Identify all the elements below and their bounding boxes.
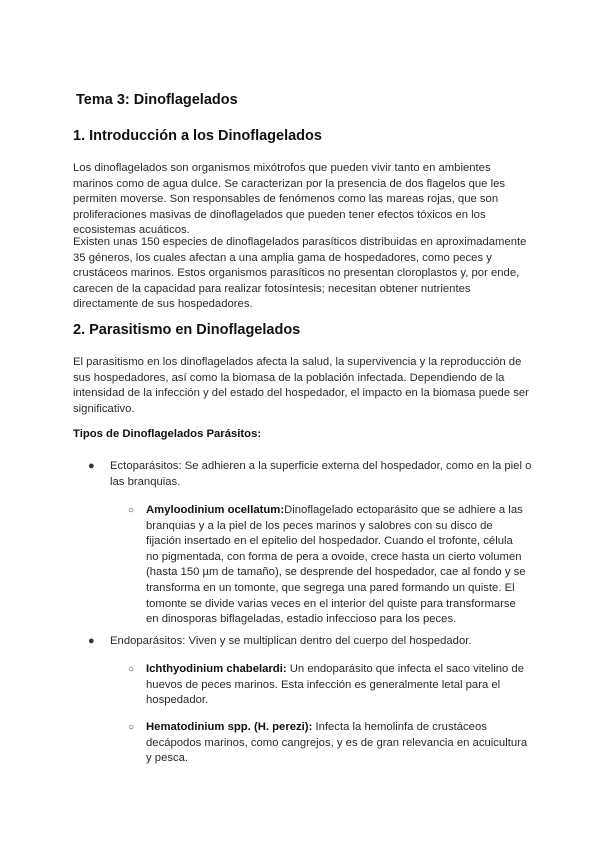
hollow-bullet-icon: ○ bbox=[128, 505, 135, 516]
section1-paragraph-1: Los dinoflagelados son organismos mixótrofos que pueden vivir tanto en ambientes marinos como de agua dulce. Se caracterizan por la presencia de dos flagelos que les permiten moverse. Son responsables de fenómenos como las mareas rojas, que son proliferaciones masivas de dinoflagelados que pueden tener efectos tóxicos en los ecosistemas acuáticos. bbox=[73, 162, 506, 237]
section2-heading: 2. Parasitismo en Dinoflagelados bbox=[73, 322, 301, 338]
hematodinium-description bbox=[146, 720, 528, 767]
species-name: Amyloodinium ocellatum: bbox=[146, 504, 285, 516]
species-text: Dinoflagelado ectoparásito que se adhiere a las branquias y a la piel de los peces marinos y salobres con su disco de fijación insertado en el epitelio del hospedador. Cuando el trofonte, célula no pigmentada, con forma de pera a ovoide, crece hasta un cierto volumen (hasta 150 µm de tamaño), se desprende del hospedador, cae al fondo y se transforma en un tomonte, que segrega una pared formando un quiste. El tomonte se divide varias veces en el interior del quiste para transformarse en dinosporas biflageladas, estadio infeccioso para los peces. bbox=[146, 504, 526, 626]
ectoparasitos-text: Ectoparásitos: Se adhieren a la superficie externa del hospedador, como en la piel o las branquias. bbox=[110, 460, 532, 488]
bullet-icon: ● bbox=[88, 460, 95, 472]
amyloodinium-description bbox=[146, 503, 528, 628]
list-item-amyloodinium bbox=[128, 503, 528, 628]
hollow-bullet-icon: ○ bbox=[128, 664, 135, 675]
list-item-ichthyodinium bbox=[128, 662, 528, 709]
hollow-bullet-icon: ○ bbox=[128, 722, 135, 733]
species-text: Infecta la hemolinfa de crustáceos decápodos marinos, como cangrejos, y es de gran relevancia en acuicultura y pesca. bbox=[146, 721, 528, 765]
list-item-hematodinium bbox=[128, 720, 528, 767]
endoparasitos-text: Endoparásitos: Viven y se multiplican dentro del cuerpo del hospedador. bbox=[110, 635, 472, 647]
species-text: Un endoparásito que infecta el saco vitelino de huevos de peces marinos. Esta infección es generalmente letal para el hospedador. bbox=[146, 663, 524, 707]
list-item-endoparasitos bbox=[88, 634, 538, 650]
document-title: Tema 3: Dinoflagelados bbox=[76, 92, 238, 108]
types-heading: Tipos de Dinoflagelados Parásitos: bbox=[73, 428, 262, 440]
list-item-ectoparasitos bbox=[88, 459, 538, 490]
section2-paragraph-1: El parasitismo en los dinoflagelados afecta la salud, la supervivencia y la reproducción de sus hospedadores, así como la biomasa de la población infectada. Dependiendo de la intensidad de la infección y del estado del hospedador, el impacto en la biomasa puede ser significativo. bbox=[73, 356, 529, 415]
section1-paragraph-2: Existen unas 150 especies de dinoflagelados parasíticos distribuidas en aproximadamente 35 géneros, los cuales afectan a una amplia gama de hospedadores, como peces y crustáceos marinos. Estos organismos parasíticos no presentan cloroplastos y, por ende, carecen de la capacidad para realizar fotosíntesis; necesitan obtener nutrientes directamente de sus hospedadores. bbox=[73, 236, 527, 311]
bullet-icon: ● bbox=[88, 635, 95, 647]
species-name: Hematodinium spp. (H. perezi): bbox=[146, 721, 313, 733]
species-name: Ichthyodinium chabelardi: bbox=[146, 663, 287, 675]
section1-heading: 1. Introducción a los Dinoflagelados bbox=[73, 128, 322, 144]
ichthyodinium-description bbox=[146, 662, 528, 709]
